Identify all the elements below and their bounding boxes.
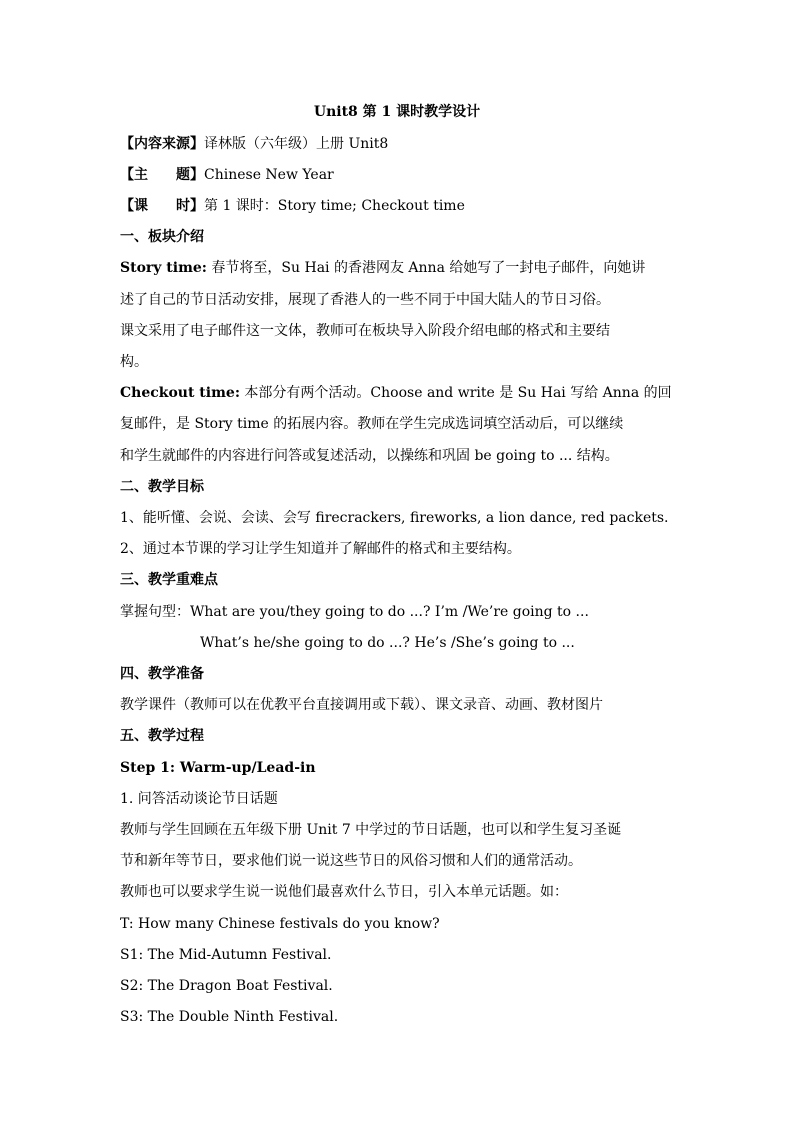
meta-topic-label: 【主 题】 <box>120 167 204 183</box>
dialogue-line: T: How many Chinese festivals do you know? <box>120 916 440 932</box>
story-label: Story time: <box>120 260 207 276</box>
meta-topic-value: Chinese New Year <box>204 167 334 183</box>
story-paragraph-line <box>120 258 645 278</box>
section5-heading: 五、教学过程 <box>120 728 204 744</box>
dialogue-line: S2: The Dragon Boat Festival. <box>120 978 333 994</box>
story-text: 春节将至，Su Hai 的香港网友 Anna 给她写了一封电子邮件，向她讲 <box>206 260 646 276</box>
key-pattern-line: What’s he/she going to do ...? He’s /She’s going to ... <box>200 635 575 651</box>
document-title: Unit8 第 1 课时教学设计 <box>313 104 481 120</box>
checkout-paragraph-line: 和学生就邮件的内容进行问答或复述活动，以操练和巩固 be going to ... 结构。 <box>120 448 619 464</box>
checkout-paragraph-line <box>120 383 672 403</box>
objective-item: 1、能听懂、会说、会读、会写 firecrackers, fireworks, a lion dance, red packets. <box>120 510 669 526</box>
key-pattern-line: 掌握句型：What are you/they going to do ...? I’m /We’re going to ... <box>120 604 589 620</box>
process-paragraph-line: 教师也可以要求学生说一说他们最喜欢什么节日，引入本单元话题。如： <box>120 884 568 900</box>
meta-source-label: 【内容来源】 <box>120 136 204 152</box>
section2-heading: 二、教学目标 <box>120 479 204 495</box>
checkout-text: 本部分有两个活动。Choose and write 是 Su Hai 写给 Anna 的回 <box>239 385 672 401</box>
meta-topic <box>120 165 334 185</box>
story-paragraph-line: 构。 <box>120 354 148 370</box>
objective-item: 2、通过本节课的学习让学生知道并了解邮件的格式和主要结构。 <box>120 541 521 557</box>
checkout-label: Checkout time: <box>120 385 240 401</box>
meta-source <box>120 134 388 154</box>
section4-heading: 四、教学准备 <box>120 666 204 682</box>
dialogue-line: S3: The Double Ninth Festival. <box>120 1009 339 1025</box>
story-paragraph-line: 课文采用了电子邮件这一文体，教师可在板块导入阶段介绍电邮的格式和主要结 <box>120 323 610 339</box>
meta-source-value: 译林版（六年级）上册 Unit8 <box>204 136 389 152</box>
meta-period-label: 【课 时】 <box>120 198 204 214</box>
dialogue-line: S1: The Mid-Autumn Festival. <box>120 947 332 963</box>
section1-heading: 一、板块介绍 <box>120 229 204 245</box>
step1-subheading: 1. 问答活动谈论节日话题 <box>120 791 278 807</box>
preparation-text: 教学课件（教师可以在优教平台直接调用或下载）、课文录音、动画、教材图片 <box>120 697 603 713</box>
section3-heading: 三、教学重难点 <box>120 572 218 588</box>
meta-period <box>120 196 465 216</box>
process-paragraph-line: 节和新年等节日，要求他们说一说这些节日的风俗习惯和人们的通常活动。 <box>120 853 582 869</box>
step1-heading: Step 1: Warm-up/Lead-in <box>120 760 316 776</box>
meta-period-value: 第 1 课时：Story time; Checkout time <box>204 198 465 214</box>
process-paragraph-line: 教师与学生回顾在五年级下册 Unit 7 中学过的节日话题，也可以和学生复习圣诞 <box>120 822 622 838</box>
checkout-paragraph-line: 复邮件，是 Story time 的拓展内容。教师在学生完成选词填空活动后，可以继续 <box>120 416 624 432</box>
story-paragraph-line: 述了自己的节日活动安排，展现了香港人的一些不同于中国大陆人的节日习俗。 <box>120 292 610 308</box>
